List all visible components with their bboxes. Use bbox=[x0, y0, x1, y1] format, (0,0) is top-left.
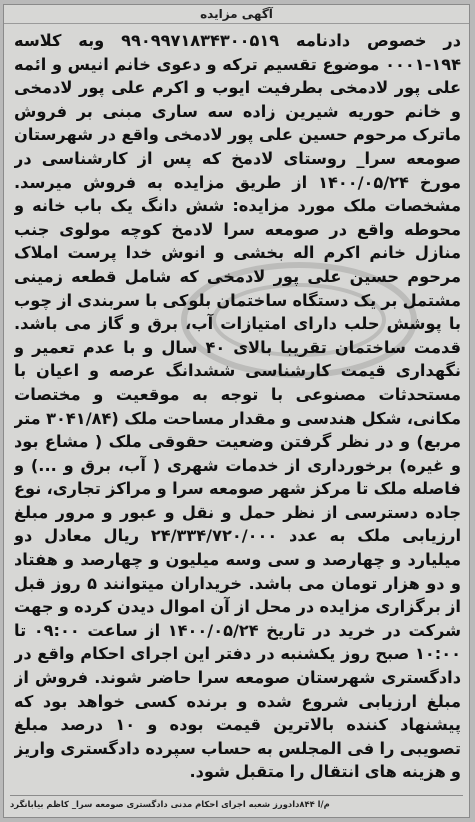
notice-title: آگهی مزایده bbox=[4, 5, 469, 24]
notice-body: در خصوص دادنامه ۹۹۰۹۹۷۱۸۳۴۳۰۰۵۱۹ وبه کلاسه ۱۹۴-۰۰۰۱ موضوع تقسیم ترکه و دعوی خانم انیس و ائمه علی پور لادمخی بطرفیت ایوب و اکرم علی پور لادمخی و خانم حوریه شیرین زاده سه ساری مبنی بر فروش ماترک مرحوم حسین علی پور لادمخی واقع در شهرستان صومعه سرا_ روستای لادمخ که پس از کارشناسی در مورخ ۱۴۰۰/۰۵/۲۴ از طریق مزایده به فروش میرسد. مشخصات ملک مورد مزایده: شش دانگ یک باب خانه و محوطه واقع در صومعه سرا لادمخ کوچه مولوی جنب منازل خانم اکرم اله بخشی و انوش خدا پرست املاک مرحوم حسین علی پور لادمخی که شامل قطعه زمینی مشتمل بر یک دستگاه ساختمان بلوکی با سربندی از چوب با پوشش حلب دارای امتیازات آب، برق و گاز می باشد. قدمت ساختمان تقریبا بالای ۴۰ سال و با عدم تعمیر و نگهداری قیمت کارشناسی ششدانگ عرصه و اعیان با مستحدثات مصنوعی با توجه به موقعیت و مختصات مکانی، شکل هندسی و مقدار مساحت ملک (۳۰۴۱/۸۴ متر مربع) و در نظر گرفتن وضعیت حقوقی ملک ( مشاع بود و غیره) برخورداری از خدمات شهری ( آب، برق و ...) و فاصله ملک تا مرکز شهر صومعه سرا و مراکز تجاری، نوع جاده دسترسی از نظر حمل و نقل و عبور و مرور مبلغ ارزیابی ملک به عدد ۲۴/۳۳۴/۷۲۰/۰۰۰ ریال معادل دو میلیارد و چهارصد و سی وسه میلیون و چهارصد و هفتاد و دو هزار تومان می باشد. خریداران میتوانند ۵ روز قبل از برگزاری مزایده در محل از آن اموال دیدن کرده و جهت شرکت در خرید در تاریخ ۱۴۰۰/۰۵/۲۴ از ساعت ۰۹:۰۰ تا ۱۰:۰۰ صبح روز یکشنبه در دفتر این اجرای احکام واقع در دادگستری شهرستان صومعه سرا حاضر شوند. فروش از مبلغ ارزیابی شروع شده و برنده کسی خواهد بود که پیشنهاد کننده بالاترین قیمت بوده و ۱۰ درصد مبلغ تصویبی را فی المجلس به حساب سپرده دادگستری واریز و هزینه های انتقال را متقبل شود. bbox=[14, 31, 461, 782]
notice-footer: م/ا ۸۴۴دادورز شعبه اجرای احکام مدنی دادگستری صومعه سرا_ کاظم بیابانگرد bbox=[10, 795, 463, 812]
notice-paper bbox=[3, 4, 470, 818]
